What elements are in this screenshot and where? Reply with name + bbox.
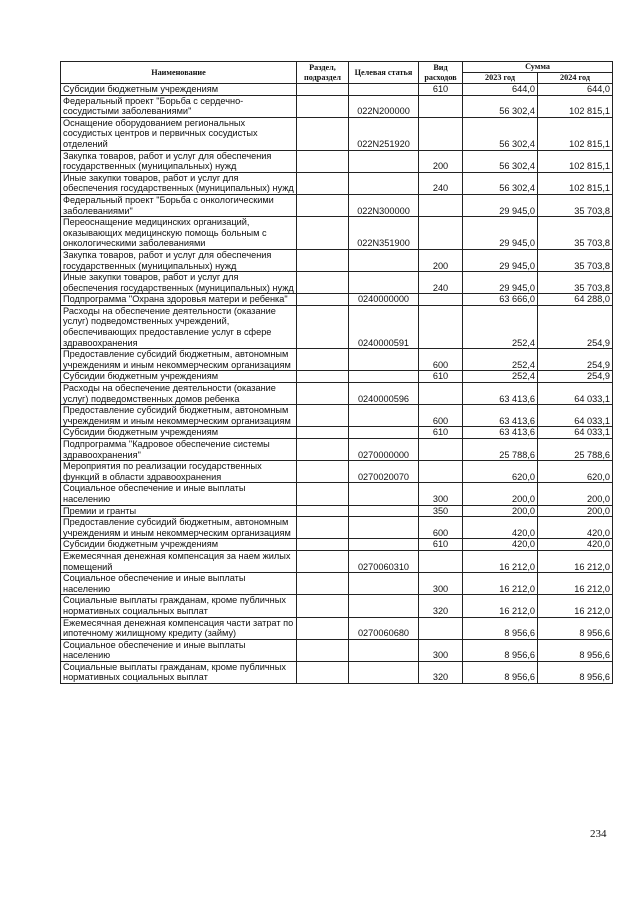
cell-2023: 420,0 xyxy=(463,539,538,551)
cell-section xyxy=(297,595,349,617)
cell-section xyxy=(297,383,349,405)
cell-kind: 240 xyxy=(419,172,463,194)
cell-section xyxy=(297,539,349,551)
table-row xyxy=(61,272,613,294)
cell-section xyxy=(297,349,349,371)
cell-2023: 29 945,0 xyxy=(463,194,538,216)
cell-section xyxy=(297,217,349,250)
cell-section xyxy=(297,294,349,306)
header-target: Целевая статья xyxy=(349,62,419,84)
cell-2023: 56 302,4 xyxy=(463,150,538,172)
cell-target xyxy=(349,272,419,294)
cell-name: Предоставление субсидий бюджетным, автономным учреждениям и иным некоммерческим организациям xyxy=(61,405,297,427)
cell-section xyxy=(297,427,349,439)
cell-name: Ежемесячная денежная компенсация части затрат по ипотечному жилищному кредиту (займу) xyxy=(61,617,297,639)
cell-2024: 64 033,1 xyxy=(538,405,613,427)
cell-target xyxy=(349,405,419,427)
cell-section xyxy=(297,461,349,483)
cell-name: Социальное обеспечение и иные выплаты населению xyxy=(61,573,297,595)
cell-kind xyxy=(419,461,463,483)
cell-kind: 350 xyxy=(419,505,463,517)
cell-section xyxy=(297,117,349,150)
cell-2023: 252,4 xyxy=(463,305,538,348)
cell-2024: 35 703,8 xyxy=(538,217,613,250)
cell-2024: 254,9 xyxy=(538,371,613,383)
cell-section xyxy=(297,439,349,461)
cell-name: Иные закупки товаров, работ и услуг для обеспечения государственных (муниципальных) нужд xyxy=(61,272,297,294)
cell-2024: 420,0 xyxy=(538,517,613,539)
cell-2023: 63 413,6 xyxy=(463,383,538,405)
cell-kind: 200 xyxy=(419,249,463,271)
cell-2023: 620,0 xyxy=(463,461,538,483)
cell-target xyxy=(349,661,419,683)
cell-section xyxy=(297,305,349,348)
cell-target: 0270000000 xyxy=(349,439,419,461)
cell-section xyxy=(297,84,349,96)
table-row xyxy=(61,371,613,383)
header-year-2024: 2024 год xyxy=(538,73,613,84)
cell-2023: 8 956,6 xyxy=(463,661,538,683)
table-row xyxy=(61,461,613,483)
table-row xyxy=(61,550,613,572)
cell-2024: 35 703,8 xyxy=(538,194,613,216)
cell-2024: 254,9 xyxy=(538,305,613,348)
table-row xyxy=(61,595,613,617)
cell-2024: 200,0 xyxy=(538,483,613,505)
cell-target: 0240000591 xyxy=(349,305,419,348)
cell-2023: 56 302,4 xyxy=(463,172,538,194)
cell-kind xyxy=(419,550,463,572)
cell-target xyxy=(349,84,419,96)
table-row xyxy=(61,349,613,371)
cell-target: 022N200000 xyxy=(349,95,419,117)
cell-section xyxy=(297,639,349,661)
cell-2024: 8 956,6 xyxy=(538,639,613,661)
cell-name: Закупка товаров, работ и услуг для обеспечения государственных (муниципальных) нужд xyxy=(61,249,297,271)
cell-2024: 25 788,6 xyxy=(538,439,613,461)
cell-target: 022N251920 xyxy=(349,117,419,150)
cell-target xyxy=(349,483,419,505)
cell-kind: 600 xyxy=(419,349,463,371)
cell-2024: 8 956,6 xyxy=(538,661,613,683)
header-sum: Сумма xyxy=(463,62,613,73)
cell-name: Подпрограмма "Охрана здоровья матери и ребенка" xyxy=(61,294,297,306)
cell-target: 0270060310 xyxy=(349,550,419,572)
cell-2023: 8 956,6 xyxy=(463,639,538,661)
cell-kind: 610 xyxy=(419,427,463,439)
cell-target xyxy=(349,539,419,551)
cell-2023: 252,4 xyxy=(463,349,538,371)
cell-kind xyxy=(419,439,463,461)
cell-target xyxy=(349,517,419,539)
cell-2024: 16 212,0 xyxy=(538,550,613,572)
cell-kind xyxy=(419,217,463,250)
cell-name: Субсидии бюджетным учреждениям xyxy=(61,371,297,383)
cell-section xyxy=(297,483,349,505)
cell-section xyxy=(297,505,349,517)
cell-name: Социальное обеспечение и иные выплаты населению xyxy=(61,639,297,661)
table-row xyxy=(61,617,613,639)
cell-kind: 600 xyxy=(419,517,463,539)
cell-target xyxy=(349,172,419,194)
cell-section xyxy=(297,95,349,117)
table-row xyxy=(61,249,613,271)
cell-2023: 16 212,0 xyxy=(463,573,538,595)
cell-2024: 254,9 xyxy=(538,349,613,371)
cell-section xyxy=(297,272,349,294)
cell-kind: 600 xyxy=(419,405,463,427)
table-row xyxy=(61,217,613,250)
cell-2024: 644,0 xyxy=(538,84,613,96)
table-row xyxy=(61,539,613,551)
table-row xyxy=(61,505,613,517)
cell-2023: 25 788,6 xyxy=(463,439,538,461)
table-row xyxy=(61,405,613,427)
cell-kind xyxy=(419,117,463,150)
table-row xyxy=(61,383,613,405)
cell-name: Предоставление субсидий бюджетным, автономным учреждениям и иным некоммерческим организациям xyxy=(61,349,297,371)
cell-2023: 29 945,0 xyxy=(463,272,538,294)
cell-section xyxy=(297,405,349,427)
cell-2024: 64 033,1 xyxy=(538,383,613,405)
cell-kind: 610 xyxy=(419,371,463,383)
cell-2024: 64 288,0 xyxy=(538,294,613,306)
cell-name: Премии и гранты xyxy=(61,505,297,517)
cell-2024: 35 703,8 xyxy=(538,249,613,271)
cell-kind: 320 xyxy=(419,595,463,617)
cell-2023: 8 956,6 xyxy=(463,617,538,639)
header-year-2023: 2023 год xyxy=(463,73,538,84)
header-section: Раздел, подраздел xyxy=(297,62,349,84)
cell-kind: 300 xyxy=(419,573,463,595)
cell-2023: 252,4 xyxy=(463,371,538,383)
cell-target xyxy=(349,427,419,439)
table-body xyxy=(61,84,613,684)
cell-target xyxy=(349,595,419,617)
cell-section xyxy=(297,150,349,172)
cell-kind: 610 xyxy=(419,84,463,96)
cell-section xyxy=(297,172,349,194)
cell-target: 0270020070 xyxy=(349,461,419,483)
table-row xyxy=(61,661,613,683)
cell-2023: 16 212,0 xyxy=(463,550,538,572)
cell-target xyxy=(349,249,419,271)
cell-target: 022N300000 xyxy=(349,194,419,216)
cell-kind: 200 xyxy=(419,150,463,172)
cell-kind xyxy=(419,194,463,216)
table-row xyxy=(61,483,613,505)
cell-name: Федеральный проект "Борьба с сердечно-сосудистыми заболеваниями" xyxy=(61,95,297,117)
cell-2023: 63 413,6 xyxy=(463,427,538,439)
table-row xyxy=(61,95,613,117)
cell-2024: 620,0 xyxy=(538,461,613,483)
cell-name: Предоставление субсидий бюджетным, автономным учреждениям и иным некоммерческим организациям xyxy=(61,517,297,539)
cell-kind: 300 xyxy=(419,483,463,505)
cell-kind: 240 xyxy=(419,272,463,294)
cell-kind: 610 xyxy=(419,539,463,551)
cell-target xyxy=(349,150,419,172)
cell-target: 0240000000 xyxy=(349,294,419,306)
cell-name: Оснащение оборудованием региональных сосудистых центров и первичных сосудистых отделений xyxy=(61,117,297,150)
cell-target: 022N351900 xyxy=(349,217,419,250)
cell-kind xyxy=(419,617,463,639)
cell-name: Мероприятия по реализации государственных функций в области здравоохранения xyxy=(61,461,297,483)
cell-2024: 102 815,1 xyxy=(538,95,613,117)
cell-target xyxy=(349,505,419,517)
cell-name: Субсидии бюджетным учреждениям xyxy=(61,539,297,551)
table-row xyxy=(61,517,613,539)
cell-2023: 200,0 xyxy=(463,505,538,517)
cell-section xyxy=(297,617,349,639)
cell-2023: 56 302,4 xyxy=(463,117,538,150)
cell-name: Расходы на обеспечение деятельности (оказание услуг) подведомственных учреждений, обеспечивающих предоставление услуг в сфере здравоохранения xyxy=(61,305,297,348)
cell-section xyxy=(297,249,349,271)
cell-section xyxy=(297,550,349,572)
cell-section xyxy=(297,661,349,683)
cell-2024: 64 033,1 xyxy=(538,427,613,439)
cell-name: Социальные выплаты гражданам, кроме публичных нормативных социальных выплат xyxy=(61,661,297,683)
table-row xyxy=(61,573,613,595)
cell-kind xyxy=(419,305,463,348)
cell-name: Субсидии бюджетным учреждениям xyxy=(61,427,297,439)
cell-kind xyxy=(419,383,463,405)
cell-kind: 300 xyxy=(419,639,463,661)
cell-2023: 200,0 xyxy=(463,483,538,505)
cell-2023: 29 945,0 xyxy=(463,249,538,271)
cell-2024: 35 703,8 xyxy=(538,272,613,294)
table-row xyxy=(61,439,613,461)
cell-name: Федеральный проект "Борьба с онкологическими заболеваниями" xyxy=(61,194,297,216)
cell-name: Иные закупки товаров, работ и услуг для обеспечения государственных (муниципальных) нужд xyxy=(61,172,297,194)
table-row xyxy=(61,84,613,96)
cell-section xyxy=(297,371,349,383)
cell-kind xyxy=(419,95,463,117)
cell-kind: 320 xyxy=(419,661,463,683)
cell-2023: 420,0 xyxy=(463,517,538,539)
cell-name: Социальное обеспечение и иные выплаты населению xyxy=(61,483,297,505)
cell-2024: 102 815,1 xyxy=(538,117,613,150)
header-name: Наименование xyxy=(61,62,297,84)
table-row xyxy=(61,150,613,172)
cell-2024: 8 956,6 xyxy=(538,617,613,639)
table-row xyxy=(61,294,613,306)
cell-name: Закупка товаров, работ и услуг для обеспечения государственных (муниципальных) нужд xyxy=(61,150,297,172)
table-row xyxy=(61,117,613,150)
table-row xyxy=(61,194,613,216)
cell-2023: 16 212,0 xyxy=(463,595,538,617)
table-row xyxy=(61,427,613,439)
table-header xyxy=(61,62,613,84)
header-kind: Вид расходов xyxy=(419,62,463,84)
cell-section xyxy=(297,194,349,216)
cell-name: Переоснащение медицинских организаций, оказывающих медицинскую помощь больным с онкологическими заболеваниями xyxy=(61,217,297,250)
cell-2023: 29 945,0 xyxy=(463,217,538,250)
cell-2024: 16 212,0 xyxy=(538,595,613,617)
cell-target xyxy=(349,639,419,661)
cell-section xyxy=(297,573,349,595)
cell-2023: 644,0 xyxy=(463,84,538,96)
cell-target xyxy=(349,371,419,383)
cell-name: Подпрограмма "Кадровое обеспечение системы здравоохранения" xyxy=(61,439,297,461)
page-number: 234 xyxy=(590,828,607,840)
cell-2023: 63 666,0 xyxy=(463,294,538,306)
table-row xyxy=(61,639,613,661)
cell-2024: 16 212,0 xyxy=(538,573,613,595)
cell-name: Социальные выплаты гражданам, кроме публичных нормативных социальных выплат xyxy=(61,595,297,617)
cell-name: Субсидии бюджетным учреждениям xyxy=(61,84,297,96)
cell-2023: 63 413,6 xyxy=(463,405,538,427)
table-row xyxy=(61,172,613,194)
cell-target xyxy=(349,349,419,371)
cell-2024: 200,0 xyxy=(538,505,613,517)
cell-target: 0270060680 xyxy=(349,617,419,639)
budget-table xyxy=(60,61,613,684)
cell-target: 0240000596 xyxy=(349,383,419,405)
cell-2024: 420,0 xyxy=(538,539,613,551)
table-row xyxy=(61,305,613,348)
cell-name: Расходы на обеспечение деятельности (оказание услуг) подведомственных домов ребенка xyxy=(61,383,297,405)
cell-2024: 102 815,1 xyxy=(538,150,613,172)
cell-section xyxy=(297,517,349,539)
cell-name: Ежемесячная денежная компенсация за наем жилых помещений xyxy=(61,550,297,572)
cell-2024: 102 815,1 xyxy=(538,172,613,194)
cell-target xyxy=(349,573,419,595)
cell-kind xyxy=(419,294,463,306)
cell-2023: 56 302,4 xyxy=(463,95,538,117)
